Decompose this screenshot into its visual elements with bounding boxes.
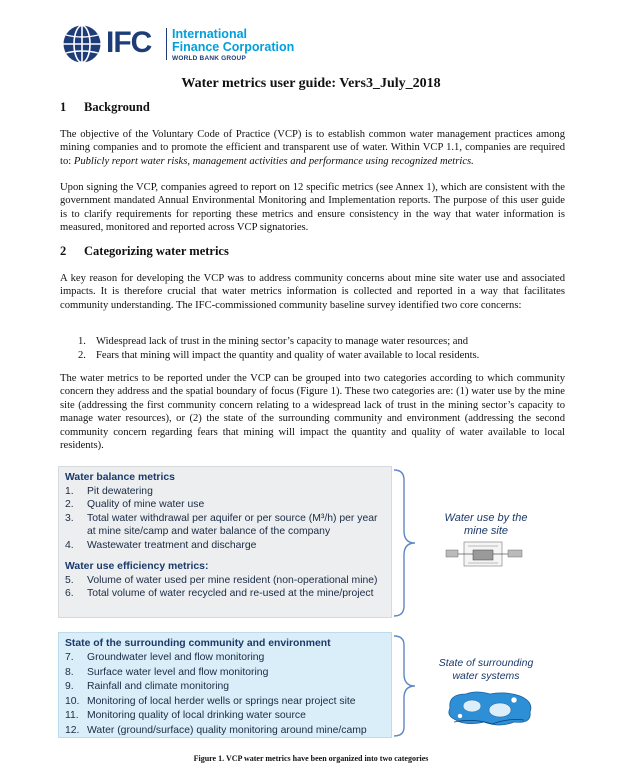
list-item: 10. Monitoring of local herder wells or springs near project site [65, 695, 356, 707]
box-heading-efficiency: Water use efficiency metrics: [65, 561, 209, 573]
list-item: 5. Volume of water used per mine resident (non-operational mine) [65, 575, 378, 587]
paragraph-key-reason: A key reason for developing the VCP was to address community concerns about mine site water use and associated impacts. It is therefore crucial that water metrics information is collected and reported in a way that facilitates community understanding. The IFC-commissioned community baseline survey identified two core concerns: [60, 273, 565, 311]
org-group: WORLD BANK GROUP [172, 55, 246, 62]
world-bank-globe-icon [62, 24, 102, 64]
list-item: 9. Rainfall and climate monitoring [65, 681, 230, 692]
document-title: Water metrics user guide: Vers3_July_2018 [181, 76, 441, 91]
label-state-of-water-systems: State of surrounding water systems [438, 657, 534, 682]
list-item: 1. Pit dewatering [65, 486, 153, 497]
list-item: 2. Fears that mining will impact the quantity and quality of water available to local residents. [78, 350, 480, 361]
list-item: 3. Total water withdrawal per aquifer or per source (M³/h) per year [65, 512, 378, 524]
paragraph-text: The objective of the Voluntary Code of Practice (VCP) is to establish common water management practices among mining companies and to promote the efficient and transparent use of water. Within VCP 1.1, companies are required to: [60, 129, 565, 167]
concerns-list [78, 335, 558, 363]
list-item: 1. Widespread lack of trust in the mining sector’s capacity to manage water resources; and [78, 336, 469, 347]
org-name-line1: International [172, 27, 248, 41]
figure-box-water-use [58, 466, 392, 618]
list-item-continuation: at mine site/camp and water balance of the company [87, 526, 331, 538]
list-item: 12. Water (ground/surface) quality monitoring around mine/camp [65, 724, 367, 736]
section-heading-background [60, 100, 150, 115]
org-name-line2: Finance Corporation [172, 40, 295, 54]
logo-divider [166, 28, 167, 60]
box-heading-water-balance: Water balance metrics [65, 472, 175, 483]
list-item: 6. Total volume of water recycled and re-used at the mine/project [65, 588, 374, 600]
box-heading-surrounding: State of the surrounding community and environment [65, 638, 331, 649]
paragraph-signing: Upon signing the VCP, companies agreed to report on 12 specific metrics (see Annex 1), which are consistent with the government mandated Annual Environmental Monitoring and Implementation reports. The purpose of this user guide is to clarify requirements for reporting these metrics and ensure consistency in the way that water information is measured, monitored and reported across VCP signatories. [60, 182, 565, 234]
section-number: 1 [60, 100, 67, 114]
section-title: Categorizing water metrics [84, 244, 229, 258]
section-heading-categorizing [60, 244, 229, 259]
list-item: 8. Surface water level and flow monitoring [65, 666, 269, 678]
list-item: 4. Wastewater treatment and discharge [65, 539, 257, 551]
figure-caption: Figure 1. VCP water metrics have been organized into two categories [193, 754, 429, 763]
water-systems-map [444, 688, 536, 728]
mine-site-flow-diagram [444, 540, 524, 570]
paragraph-grouping: The water metrics to be reported under the VCP can be grouped into two categories according to which community concern they address and the spatial boundary of focus (Figure 1). These two categories are: (1) water use by the mine site (addressing the first community concern relating to a widespread lack of trust in the mining sector’s capacity to manage water resources), or (2) the state of the surrounding community and environment (addressing the second community concern regarding fears that mining will impact the quantity and quality of water available to local residents). [60, 373, 565, 452]
section-title: Background [84, 100, 150, 114]
label-water-use-by-mine: Water use by the mine site [444, 512, 528, 537]
list-item: 7. Groundwater level and flow monitoring [65, 652, 265, 663]
brace-bracket-icon [392, 468, 418, 618]
paragraph-objective [60, 128, 565, 168]
figure-box-surrounding [58, 632, 392, 738]
section-number: 2 [60, 244, 67, 258]
list-item: 11. Monitoring quality of local drinking water source [65, 710, 306, 721]
brace-bracket-icon [392, 634, 418, 738]
ifc-logo [62, 22, 322, 66]
list-item: 2. Quality of mine water use [65, 499, 205, 511]
ifc-wordmark: IFC [106, 26, 152, 59]
italic-quote: Publicly report water risks, management activities and performance using recognized metrics. [73, 155, 474, 167]
